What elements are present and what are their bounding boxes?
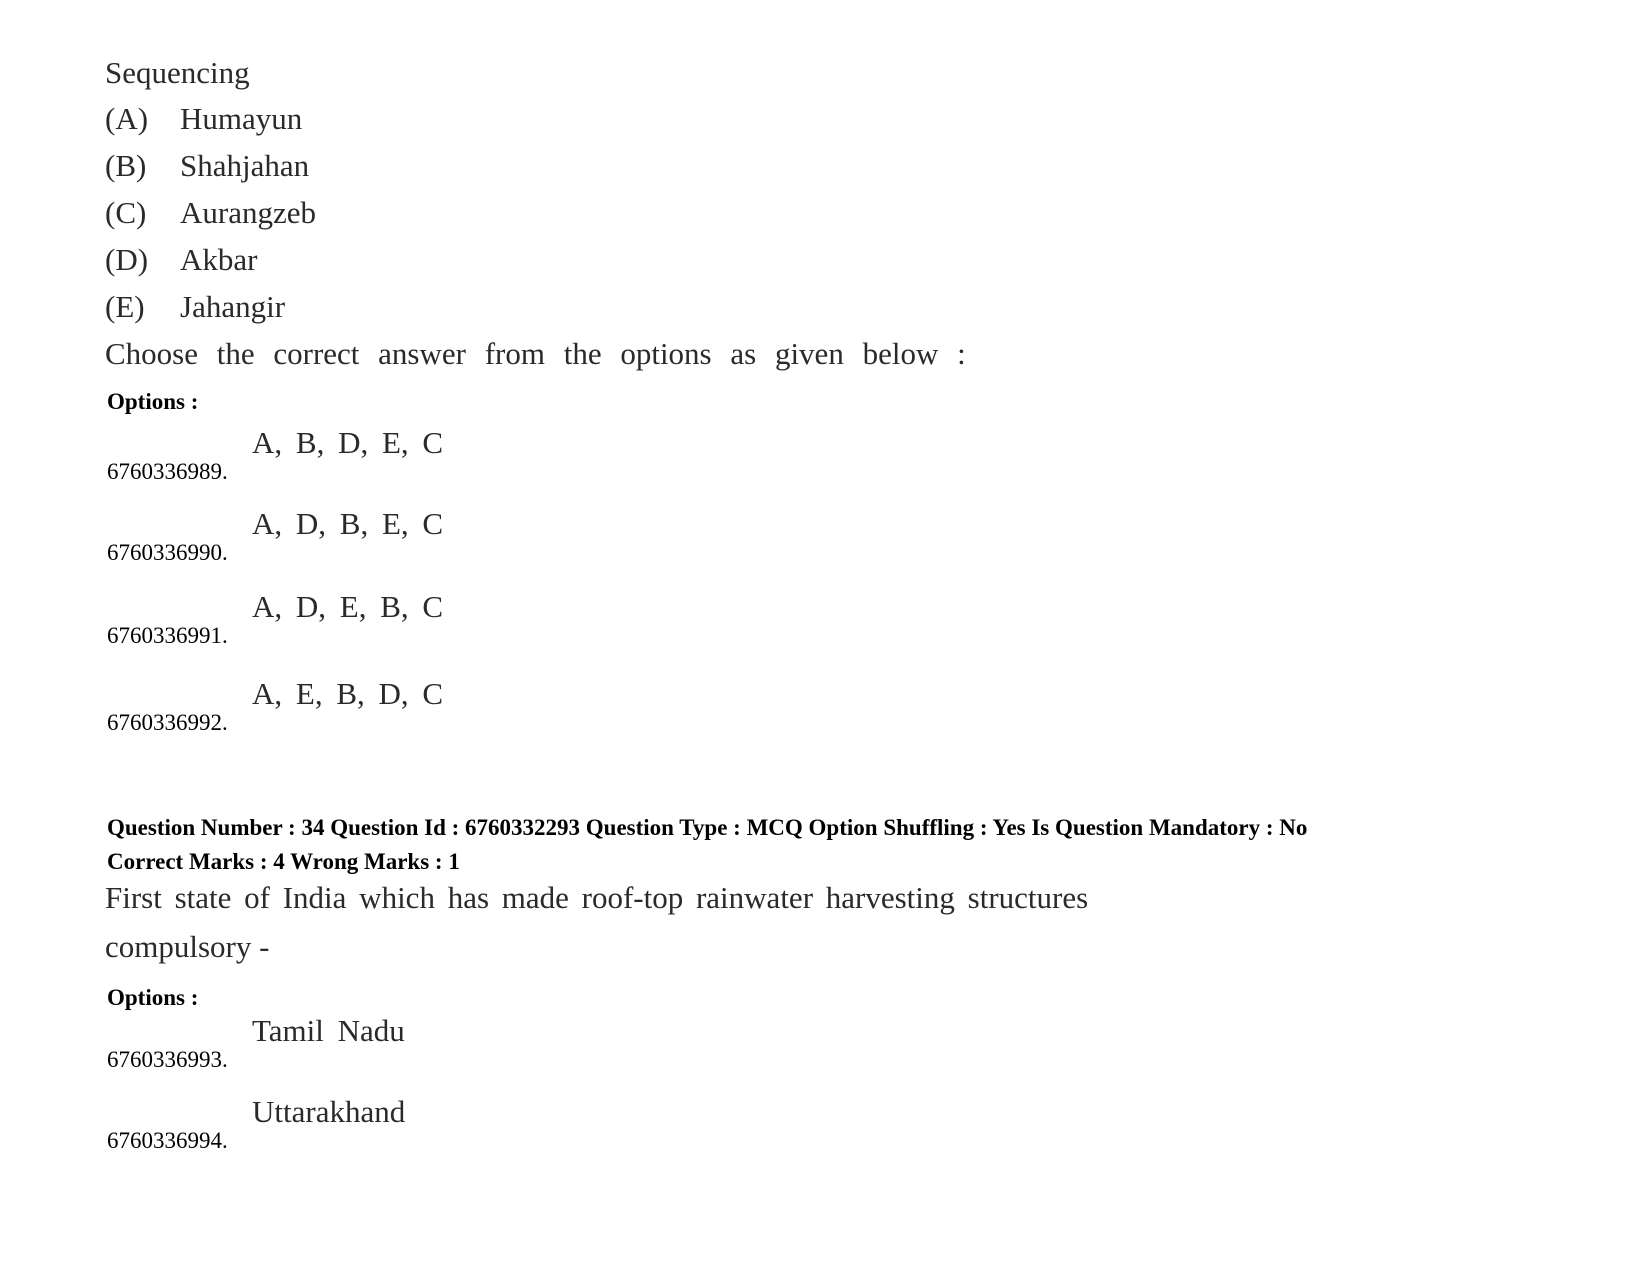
sequence-item-text: Jahangir [180, 289, 286, 324]
question-text-line: compulsory - [105, 929, 270, 964]
sequence-item-text: Humayun [180, 101, 303, 136]
sequence-item [105, 101, 302, 137]
option-value: A, D, E, B, C [252, 589, 444, 624]
sequence-item-letter: (C) [105, 195, 147, 230]
option-value: Uttarakhand [252, 1094, 406, 1129]
question-text-line: First state of India which has made roof-top rainwater harvesting structures [105, 880, 1089, 915]
sequence-item [105, 289, 285, 325]
question-instruction: Choose the correct answer from the options as given below : [105, 336, 966, 371]
sequence-item-letter: (B) [105, 148, 147, 183]
sequence-item-letter: (D) [105, 242, 149, 277]
question-meta-line: Question Number : 34 Question Id : 6760332293 Question Type : MCQ Option Shuffling : Yes Is Question Mandatory : No [107, 815, 1308, 840]
option-value: Tamil Nadu [252, 1013, 405, 1048]
option-value: A, E, B, D, C [252, 676, 444, 711]
sequence-item-text: Akbar [180, 242, 258, 277]
option-id: 6760336990. [107, 540, 228, 565]
sequence-item [105, 148, 309, 184]
option-id: 6760336991. [107, 623, 228, 648]
sequence-item-letter: (E) [105, 289, 145, 324]
sequence-item [105, 242, 257, 278]
option-id: 6760336992. [107, 710, 228, 735]
marks-meta-line: Correct Marks : 4 Wrong Marks : 1 [107, 849, 460, 874]
option-id: 6760336994. [107, 1128, 228, 1153]
options-label: Options : [107, 389, 199, 414]
options-label: Options : [107, 985, 199, 1010]
option-id: 6760336993. [107, 1047, 228, 1072]
sequencing-heading: Sequencing [105, 55, 250, 90]
sequence-item-text: Shahjahan [180, 148, 310, 183]
option-id: 6760336989. [107, 459, 228, 484]
sequence-item-letter: (A) [105, 101, 149, 136]
option-value: A, D, B, E, C [252, 506, 444, 541]
option-value: A, B, D, E, C [252, 425, 444, 460]
sequence-item [105, 195, 316, 231]
sequence-item-text: Aurangzeb [180, 195, 316, 230]
